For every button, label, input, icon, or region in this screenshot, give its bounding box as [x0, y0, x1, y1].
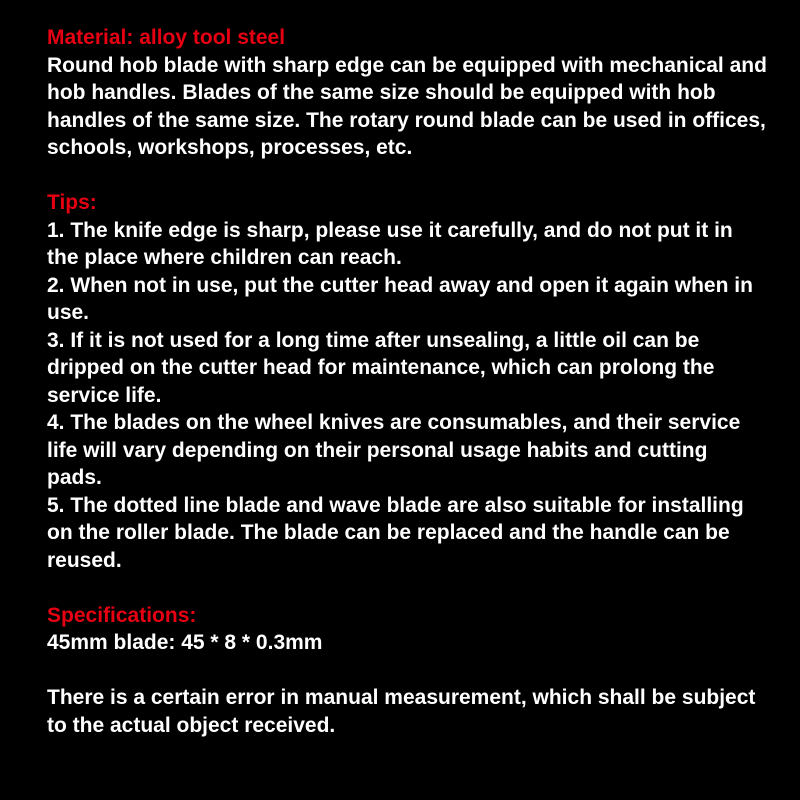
spacer	[47, 162, 767, 190]
measurement-note-section	[47, 684, 767, 739]
specifications-value: 45mm blade: 45 * 8 * 0.3mm	[47, 631, 323, 654]
tip-item-2: 2. When not in use, put the cutter head away and open it again when in use.	[47, 273, 753, 324]
material-heading: Material: alloy tool steel	[47, 26, 286, 49]
tip-item-3: 3. If it is not used for a long time after unsealing, a little oil can be dripped on the cutter head for maintenance, which can prolong the service life.	[47, 328, 715, 407]
specifications-section	[47, 602, 767, 657]
measurement-note: There is a certain error in manual measurement, which shall be subject to the actual object received.	[47, 686, 756, 737]
tips-section	[47, 189, 767, 574]
tips-heading: Tips:	[47, 191, 97, 214]
tip-item-4: 4. The blades on the wheel knives are consumables, and their service life will vary depending on their personal usage habits and cutting pads.	[47, 411, 741, 489]
material-description: Round hob blade with sharp edge can be equipped with mechanical and hob handles. Blades of the same size should be equipped with hob handles of the same size. The rotary round blade can be used in offices, schools, workshops, processes, etc.	[47, 53, 767, 159]
tip-item-5: 5. The dotted line blade and wave blade are also suitable for installing on the roller blade. The blade can be replaced and the handle can be reused.	[47, 493, 744, 572]
spacer	[47, 574, 767, 602]
material-section	[47, 24, 767, 162]
tip-item-1: 1. The knife edge is sharp, please use it carefully, and do not put it in the place where children can reach.	[47, 218, 733, 269]
specifications-heading: Specifications:	[47, 603, 197, 627]
product-description	[47, 24, 767, 739]
spacer	[47, 657, 767, 685]
